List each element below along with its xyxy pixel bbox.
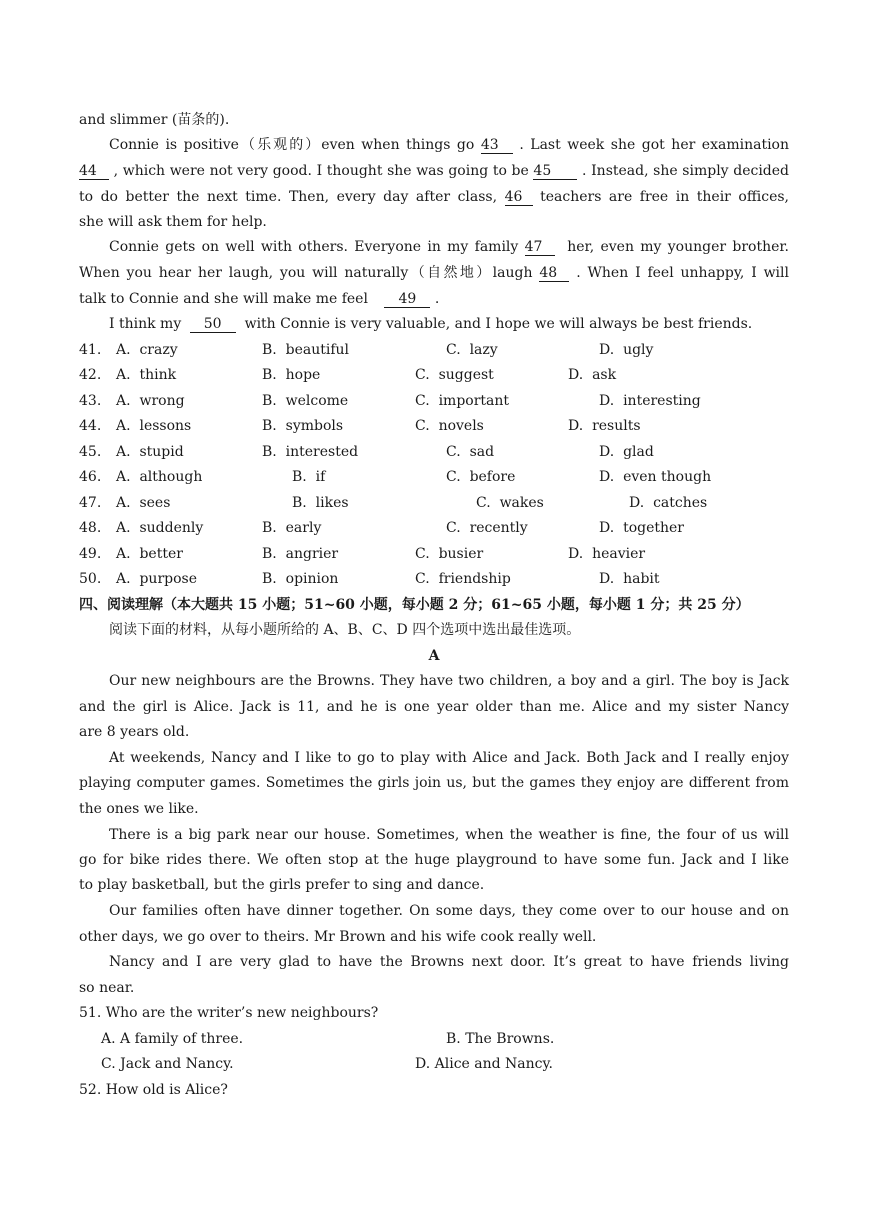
option-a[interactable]: A. although — [116, 469, 203, 485]
option-b[interactable]: B. The Browns. — [446, 1031, 555, 1047]
question-number: 47. — [79, 495, 102, 511]
cloze-text: Connie gets on well with others. Everyone in my family — [109, 239, 525, 255]
question-number: 49. — [79, 546, 102, 562]
cloze-line — [79, 290, 439, 308]
option-c[interactable]: C. suggest — [415, 367, 494, 383]
cloze-text: . Last week she got her examination — [512, 137, 789, 153]
option-b[interactable]: B. welcome — [262, 393, 349, 409]
cloze-text: Connie is positive（乐观的）even when things go — [109, 137, 481, 153]
option-a[interactable]: A. purpose — [116, 571, 197, 587]
option-b[interactable]: B. early — [262, 520, 322, 536]
option-a[interactable]: A. stupid — [116, 444, 184, 460]
passage-line: At weekends, Nancy and I like to go to play with Alice and Jack. Both Jack and I really enjoy — [109, 750, 789, 766]
option-d[interactable]: D. heavier — [568, 546, 646, 562]
option-b[interactable]: B. beautiful — [262, 342, 350, 358]
question-number: 48. — [79, 520, 102, 536]
passage-line: Nancy and I are very glad to have the Browns next door. It’s great to have friends living — [109, 954, 789, 970]
option-c[interactable]: C. sad — [446, 444, 495, 460]
passage-line: Our new neighbours are the Browns. They have two children, a boy and a girl. The boy is Jack — [109, 673, 789, 689]
option-d[interactable]: D. catches — [629, 495, 708, 511]
cloze-line — [79, 162, 789, 180]
section-instruction: 阅读下面的材料，从每小题所给的 A、B、C、D 四个选项中选出最佳选项。 — [109, 622, 581, 638]
question-number: 43. — [79, 393, 102, 409]
option-a[interactable]: A. crazy — [116, 342, 178, 358]
blank-44: 44 — [79, 164, 109, 180]
option-b[interactable]: B. if — [292, 469, 326, 485]
blank-43: 43 — [481, 138, 513, 154]
cloze-line — [79, 136, 789, 154]
blank-46: 46 — [505, 190, 533, 206]
option-a[interactable]: A. A family of three. — [101, 1031, 244, 1047]
blank-50: 50 — [190, 317, 236, 333]
cloze-line — [109, 315, 752, 333]
option-c[interactable]: C. novels — [415, 418, 484, 434]
option-a[interactable]: A. wrong — [116, 393, 185, 409]
option-d[interactable]: D. Alice and Nancy. — [415, 1056, 553, 1072]
cloze-text: to do better the next time. Then, every day after class, — [79, 189, 505, 205]
passage-line: to play basketball, but the girls prefer to sing and dance. — [79, 877, 485, 893]
question-number: 44. — [79, 418, 102, 434]
cloze-line — [79, 238, 789, 256]
passage-line: and the girl is Alice. Jack is 11, and he is one year older than me. Alice and my sister Nancy — [79, 699, 789, 715]
option-c[interactable]: C. lazy — [446, 342, 498, 358]
option-a[interactable]: A. think — [116, 367, 177, 383]
cloze-text: with Connie is very valuable, and I hope we will always be best friends. — [235, 316, 753, 332]
passage-label: A — [428, 648, 440, 664]
option-d[interactable]: D. results — [568, 418, 641, 434]
option-b[interactable]: B. likes — [292, 495, 349, 511]
option-c[interactable]: C. busier — [415, 546, 484, 562]
cloze-text: her, even my younger brother. — [554, 239, 790, 255]
cloze-text: , which were not very good. I thought she was going to be — [109, 163, 534, 179]
question-number: 50. — [79, 571, 102, 587]
option-b[interactable]: B. opinion — [262, 571, 339, 587]
option-d[interactable]: D. interesting — [599, 393, 701, 409]
question-number: 46. — [79, 469, 102, 485]
option-b[interactable]: B. interested — [262, 444, 359, 460]
cloze-text: . — [430, 291, 440, 307]
blank-48: 48 — [539, 266, 569, 282]
blank-47: 47 — [525, 240, 555, 256]
option-a[interactable]: A. sees — [116, 495, 171, 511]
passage-line: playing computer games. Sometimes the girls join us, but the games they enjoy are different from — [79, 775, 789, 791]
option-c[interactable]: C. friendship — [415, 571, 511, 587]
option-d[interactable]: D. ugly — [599, 342, 654, 358]
question-stem: 52. How old is Alice? — [79, 1082, 228, 1098]
option-b[interactable]: B. symbols — [262, 418, 344, 434]
option-b[interactable]: B. angrier — [262, 546, 339, 562]
passage-line: go for bike rides there. We often stop at the huge playground to have some fun. Jack and I like — [79, 852, 789, 868]
blank-45: 45 — [533, 164, 577, 180]
option-a[interactable]: A. suddenly — [116, 520, 204, 536]
cloze-line: she will ask them for help. — [79, 214, 267, 230]
cloze-text: talk to Connie and she will make me feel — [79, 291, 373, 307]
cloze-line: and slimmer (苗条的). — [79, 112, 230, 128]
option-d[interactable]: D. glad — [599, 444, 654, 460]
question-number: 41. — [79, 342, 102, 358]
option-d[interactable]: D. even though — [599, 469, 712, 485]
option-c[interactable]: C. wakes — [476, 495, 544, 511]
cloze-text: . When I feel unhappy, I will — [569, 265, 789, 281]
option-b[interactable]: B. hope — [262, 367, 321, 383]
cloze-text: I think my — [109, 316, 186, 332]
passage-line: the ones we like. — [79, 801, 199, 817]
option-a[interactable]: A. lessons — [116, 418, 192, 434]
option-d[interactable]: D. ask — [568, 367, 617, 383]
cloze-text: When you hear her laugh, you will naturally（自然地）laugh — [79, 265, 540, 281]
option-d[interactable]: D. habit — [599, 571, 660, 587]
passage-line: other days, we go over to theirs. Mr Brown and his wife cook really well. — [79, 929, 597, 945]
option-a[interactable]: A. better — [116, 546, 183, 562]
option-c[interactable]: C. before — [446, 469, 516, 485]
question-number: 45. — [79, 444, 102, 460]
cloze-line — [79, 264, 789, 282]
section-heading: 四、阅读理解（本大题共 15 小题；51~60 小题，每小题 2 分；61~65 小题，每小题 1 分；共 25 分） — [79, 597, 750, 613]
cloze-text: . Instead, she simply decided — [577, 163, 790, 179]
question-number: 42. — [79, 367, 102, 383]
cloze-text: teachers are free in their offices, — [532, 189, 789, 205]
blank-49: 49 — [384, 292, 430, 308]
cloze-line — [79, 188, 789, 206]
passage-line: so near. — [79, 980, 135, 996]
option-c[interactable]: C. Jack and Nancy. — [101, 1056, 234, 1072]
passage-line: are 8 years old. — [79, 724, 190, 740]
option-c[interactable]: C. important — [415, 393, 510, 409]
option-c[interactable]: C. recently — [446, 520, 528, 536]
passage-line: There is a big park near our house. Sometimes, when the weather is fine, the four of us will — [109, 827, 789, 843]
question-stem: 51. Who are the writer’s new neighbours? — [79, 1005, 379, 1021]
option-d[interactable]: D. together — [599, 520, 684, 536]
passage-line: Our families often have dinner together. On some days, they come over to our house and on — [109, 903, 789, 919]
